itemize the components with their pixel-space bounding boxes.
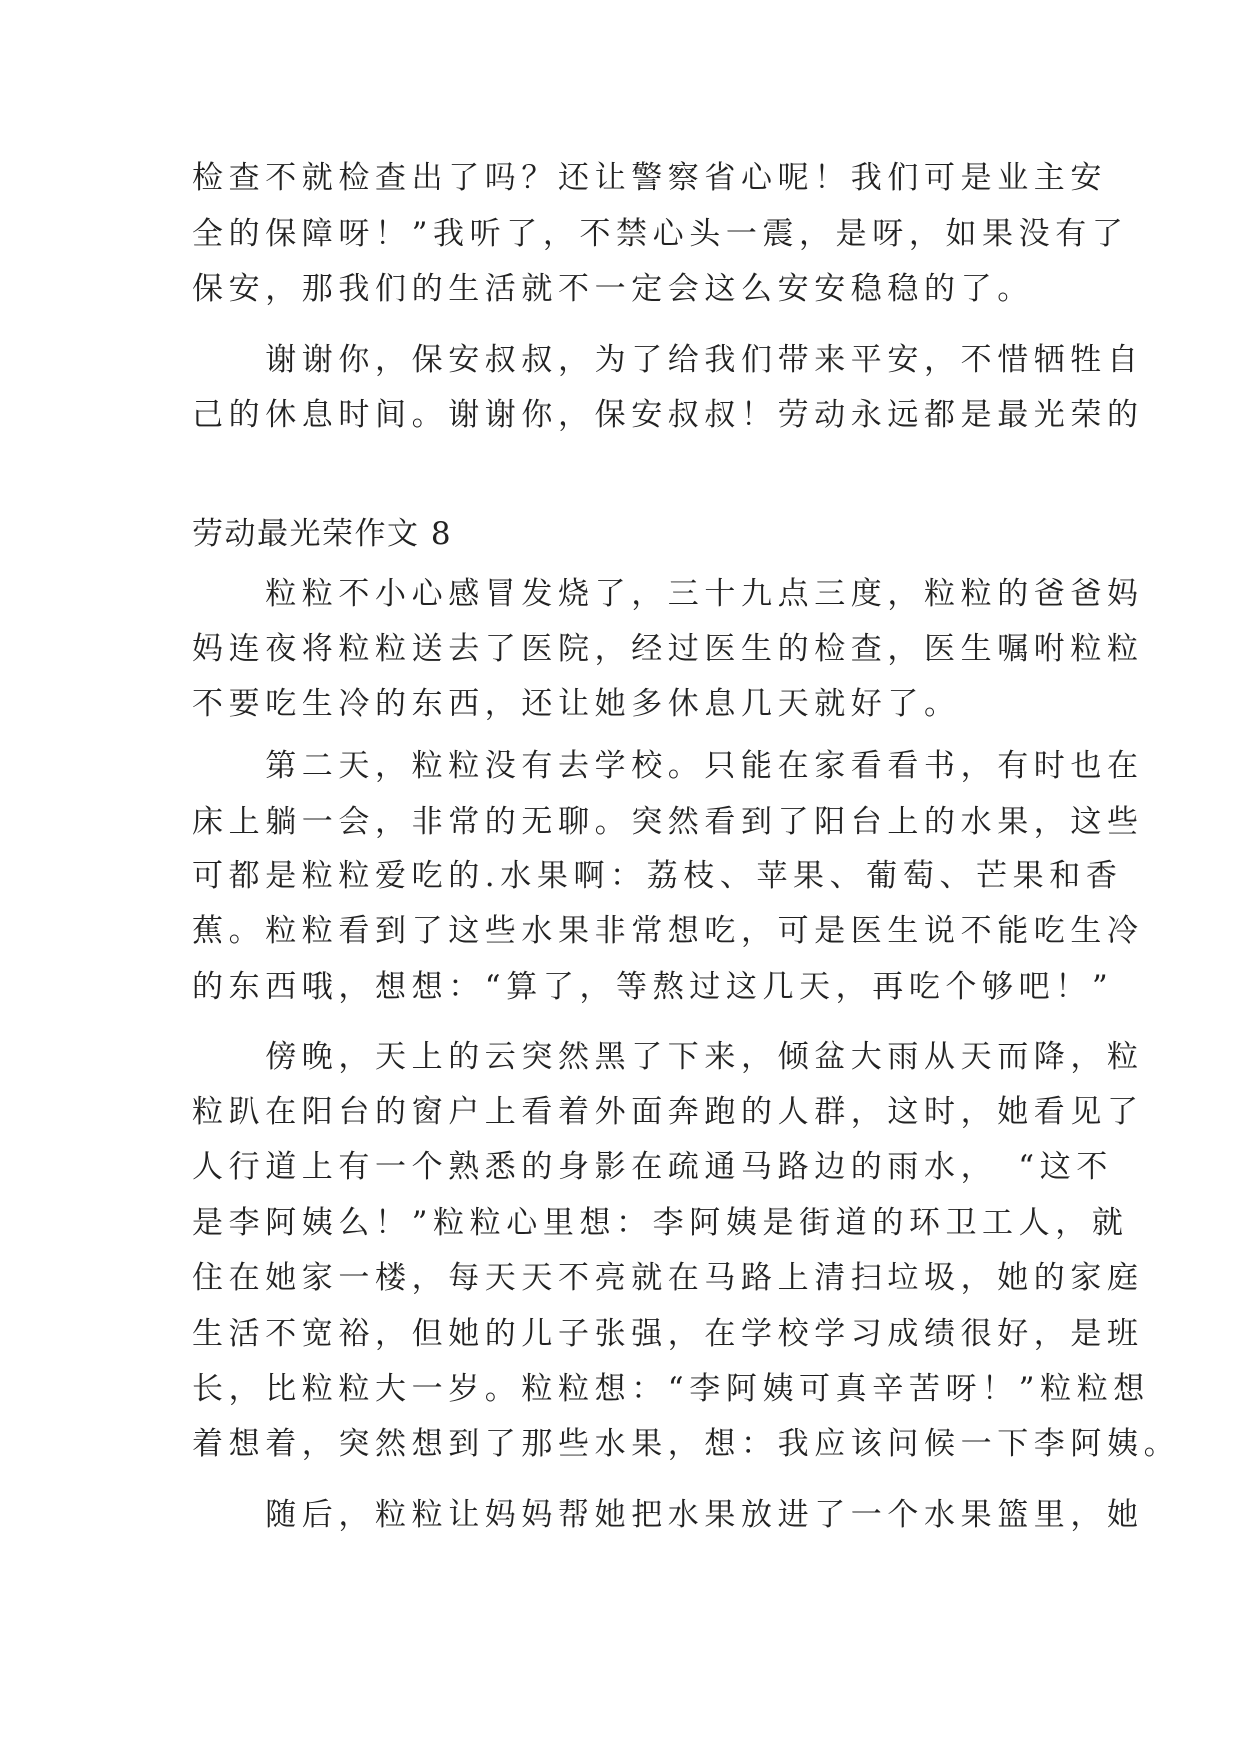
text-line: 住在她家一楼，每天天不亮就在马路上清扫垃圾，她的家庭 <box>192 1260 1144 1296</box>
text-line: 的东西哦，想想：“算了，等熬过这几天，再吃个够吧！” <box>192 969 1114 1005</box>
text-line: 蕉。粒粒看到了这些水果非常想吃，可是医生说不能吃生冷 <box>192 913 1144 949</box>
text-line: 妈连夜将粒粒送去了医院，经过医生的检查，医生嘱咐粒粒 <box>192 631 1144 667</box>
text-line: 长，比粒粒大一岁。粒粒想：“李阿姨可真辛苦呀！”粒粒想 <box>192 1371 1150 1407</box>
text-line: 傍晚，天上的云突然黑了下来，倾盆大雨从天而降，粒 <box>192 1039 1144 1075</box>
text-line: 谢谢你，保安叔叔，为了给我们带来平安，不惜牺牲自 <box>192 342 1144 378</box>
text-line: 保安，那我们的生活就不一定会这么安安稳稳的了。 <box>192 271 1034 307</box>
text-line: 不要吃生冷的东西，还让她多休息几天就好了。 <box>192 686 961 722</box>
text-line: 生活不宽裕，但她的儿子张强，在学校学习成绩很好，是班 <box>192 1316 1144 1352</box>
text-line: 可都是粒粒爱吃的.水果啊：荔枝、苹果、葡萄、芒果和香 <box>192 858 1123 894</box>
text-line: 是李阿姨么！”粒粒心里想：李阿姨是街道的环卫工人，就 <box>192 1205 1129 1241</box>
text-line: 粒粒不小心感冒发烧了，三十九点三度，粒粒的爸爸妈 <box>192 576 1144 612</box>
section-title: 劳动最光荣作文 8 <box>192 516 453 552</box>
text-line: 人行道上有一个熟悉的身影在疏通马路边的雨水， “这不 <box>192 1149 1113 1185</box>
text-line: 己的休息时间。谢谢你，保安叔叔！劳动永远都是最光荣的 <box>192 397 1144 433</box>
text-line: 全的保障呀！”我听了，不禁心头一震，是呀，如果没有了 <box>192 216 1129 252</box>
text-line: 粒趴在阳台的窗户上看着外面奔跑的人群，这时，她看见了 <box>192 1094 1144 1130</box>
text-line: 随后，粒粒让妈妈帮她把水果放进了一个水果篮里，她 <box>192 1497 1144 1533</box>
text-line: 着想着，突然想到了那些水果，想：我应该问候一下李阿姨。 <box>192 1426 1181 1462</box>
text-line: 检查不就检查出了吗？还让警察省心呢！我们可是业主安 <box>192 160 1107 196</box>
text-line: 第二天，粒粒没有去学校。只能在家看看书，有时也在 <box>192 748 1144 784</box>
text-line: 床上躺一会，非常的无聊。突然看到了阳台上的水果，这些 <box>192 804 1144 840</box>
